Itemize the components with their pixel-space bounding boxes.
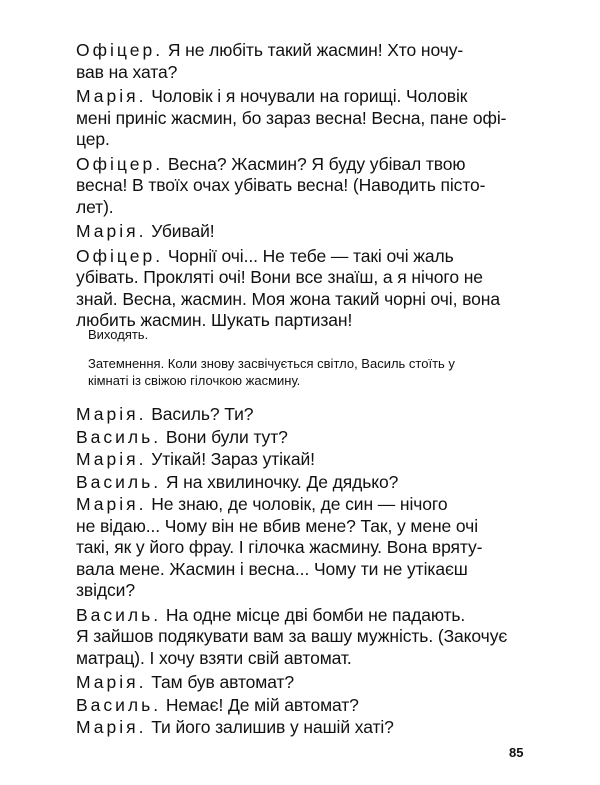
line [76, 221, 542, 243]
speaker: Марія. [76, 86, 147, 106]
speech: Убивай! [146, 221, 215, 241]
speech: Утікай! Зараз утікай! [146, 449, 315, 469]
speech: Чорнії очі... Не тебе — такі очі жаль убівать. Прокляті очі! Вони все знаїш, а я нічого не знай. Весна, жасмин. Моя жона такий чорні очі, вона любить жасмин. Шукать партизан! [76, 245, 500, 330]
line [76, 717, 542, 739]
speech: Я не любіть такий жасмин! Хто ночу- вав на хата? [76, 40, 464, 82]
speech: Там був автомат? [146, 672, 295, 692]
line [76, 672, 542, 694]
line [76, 605, 542, 670]
speaker: Офіцер. [76, 153, 164, 174]
line [76, 40, 542, 83]
speaker: Офіцер. [76, 245, 164, 266]
line [76, 404, 542, 426]
line [76, 494, 542, 602]
line [76, 472, 542, 494]
speaker: Марія. [76, 221, 147, 241]
speaker: Василь. [76, 426, 162, 447]
line [76, 449, 542, 471]
line [76, 695, 542, 717]
speech: Я на хвилиночку. Де дядько? [161, 471, 399, 492]
speech: Вони були тут? [161, 426, 288, 447]
speaker: Марія. [76, 404, 147, 424]
line [76, 427, 542, 449]
speaker: Марія. [76, 494, 147, 514]
speaker: Марія. [76, 717, 147, 737]
line [76, 246, 542, 332]
speech: Чоловік і я ночували на горищі. Чоловік мені приніс жасмин, бо зараз весна! Весна, пане офі- цер. [76, 86, 507, 149]
speech: Весна? Жасмин? Я буду убівал твою весна! В твоїх очах убівать весна! (Наводить пісто- лет). [76, 153, 486, 217]
stage-direction-exit: Виходять. [88, 327, 149, 342]
speech: Василь? Ти? [146, 404, 254, 424]
line [76, 154, 542, 219]
dialogue-bottom [76, 404, 542, 739]
speech: На одне місце дві бомби не падають. Я зайшов подякувати вам за вашу мужність. (Закочує матрац). І хочу взяти свій автомат. [76, 604, 508, 668]
speaker: Василь. [76, 471, 162, 492]
speaker: Василь. [76, 604, 162, 625]
speaker: Офіцер. [76, 40, 164, 60]
speech: Ти його залишив у нашій хаті? [146, 717, 394, 737]
speaker: Василь. [76, 694, 162, 715]
line [76, 86, 542, 151]
speech: Не знаю, де чоловік, де син — нічого не відаю... Чому він не вбив мене? Так, у мене очі такі, як у його фрау. І гілочка жасмину. Вона вряту- вала мене. Жасмин і весна... Чому ти не утікаєш звідси? [76, 494, 483, 600]
speaker: Марія. [76, 672, 147, 692]
dialogue-top [76, 40, 542, 332]
speaker: Марія. [76, 449, 147, 469]
page-number: 85 [509, 745, 524, 760]
stage-direction-darkness: Затемнення. Коли знову засвічується світло, Василь стоїть у кімнаті із свіжою гілочкою жасмину. [88, 356, 455, 388]
speech: Немає! Де мій автомат? [161, 694, 359, 715]
